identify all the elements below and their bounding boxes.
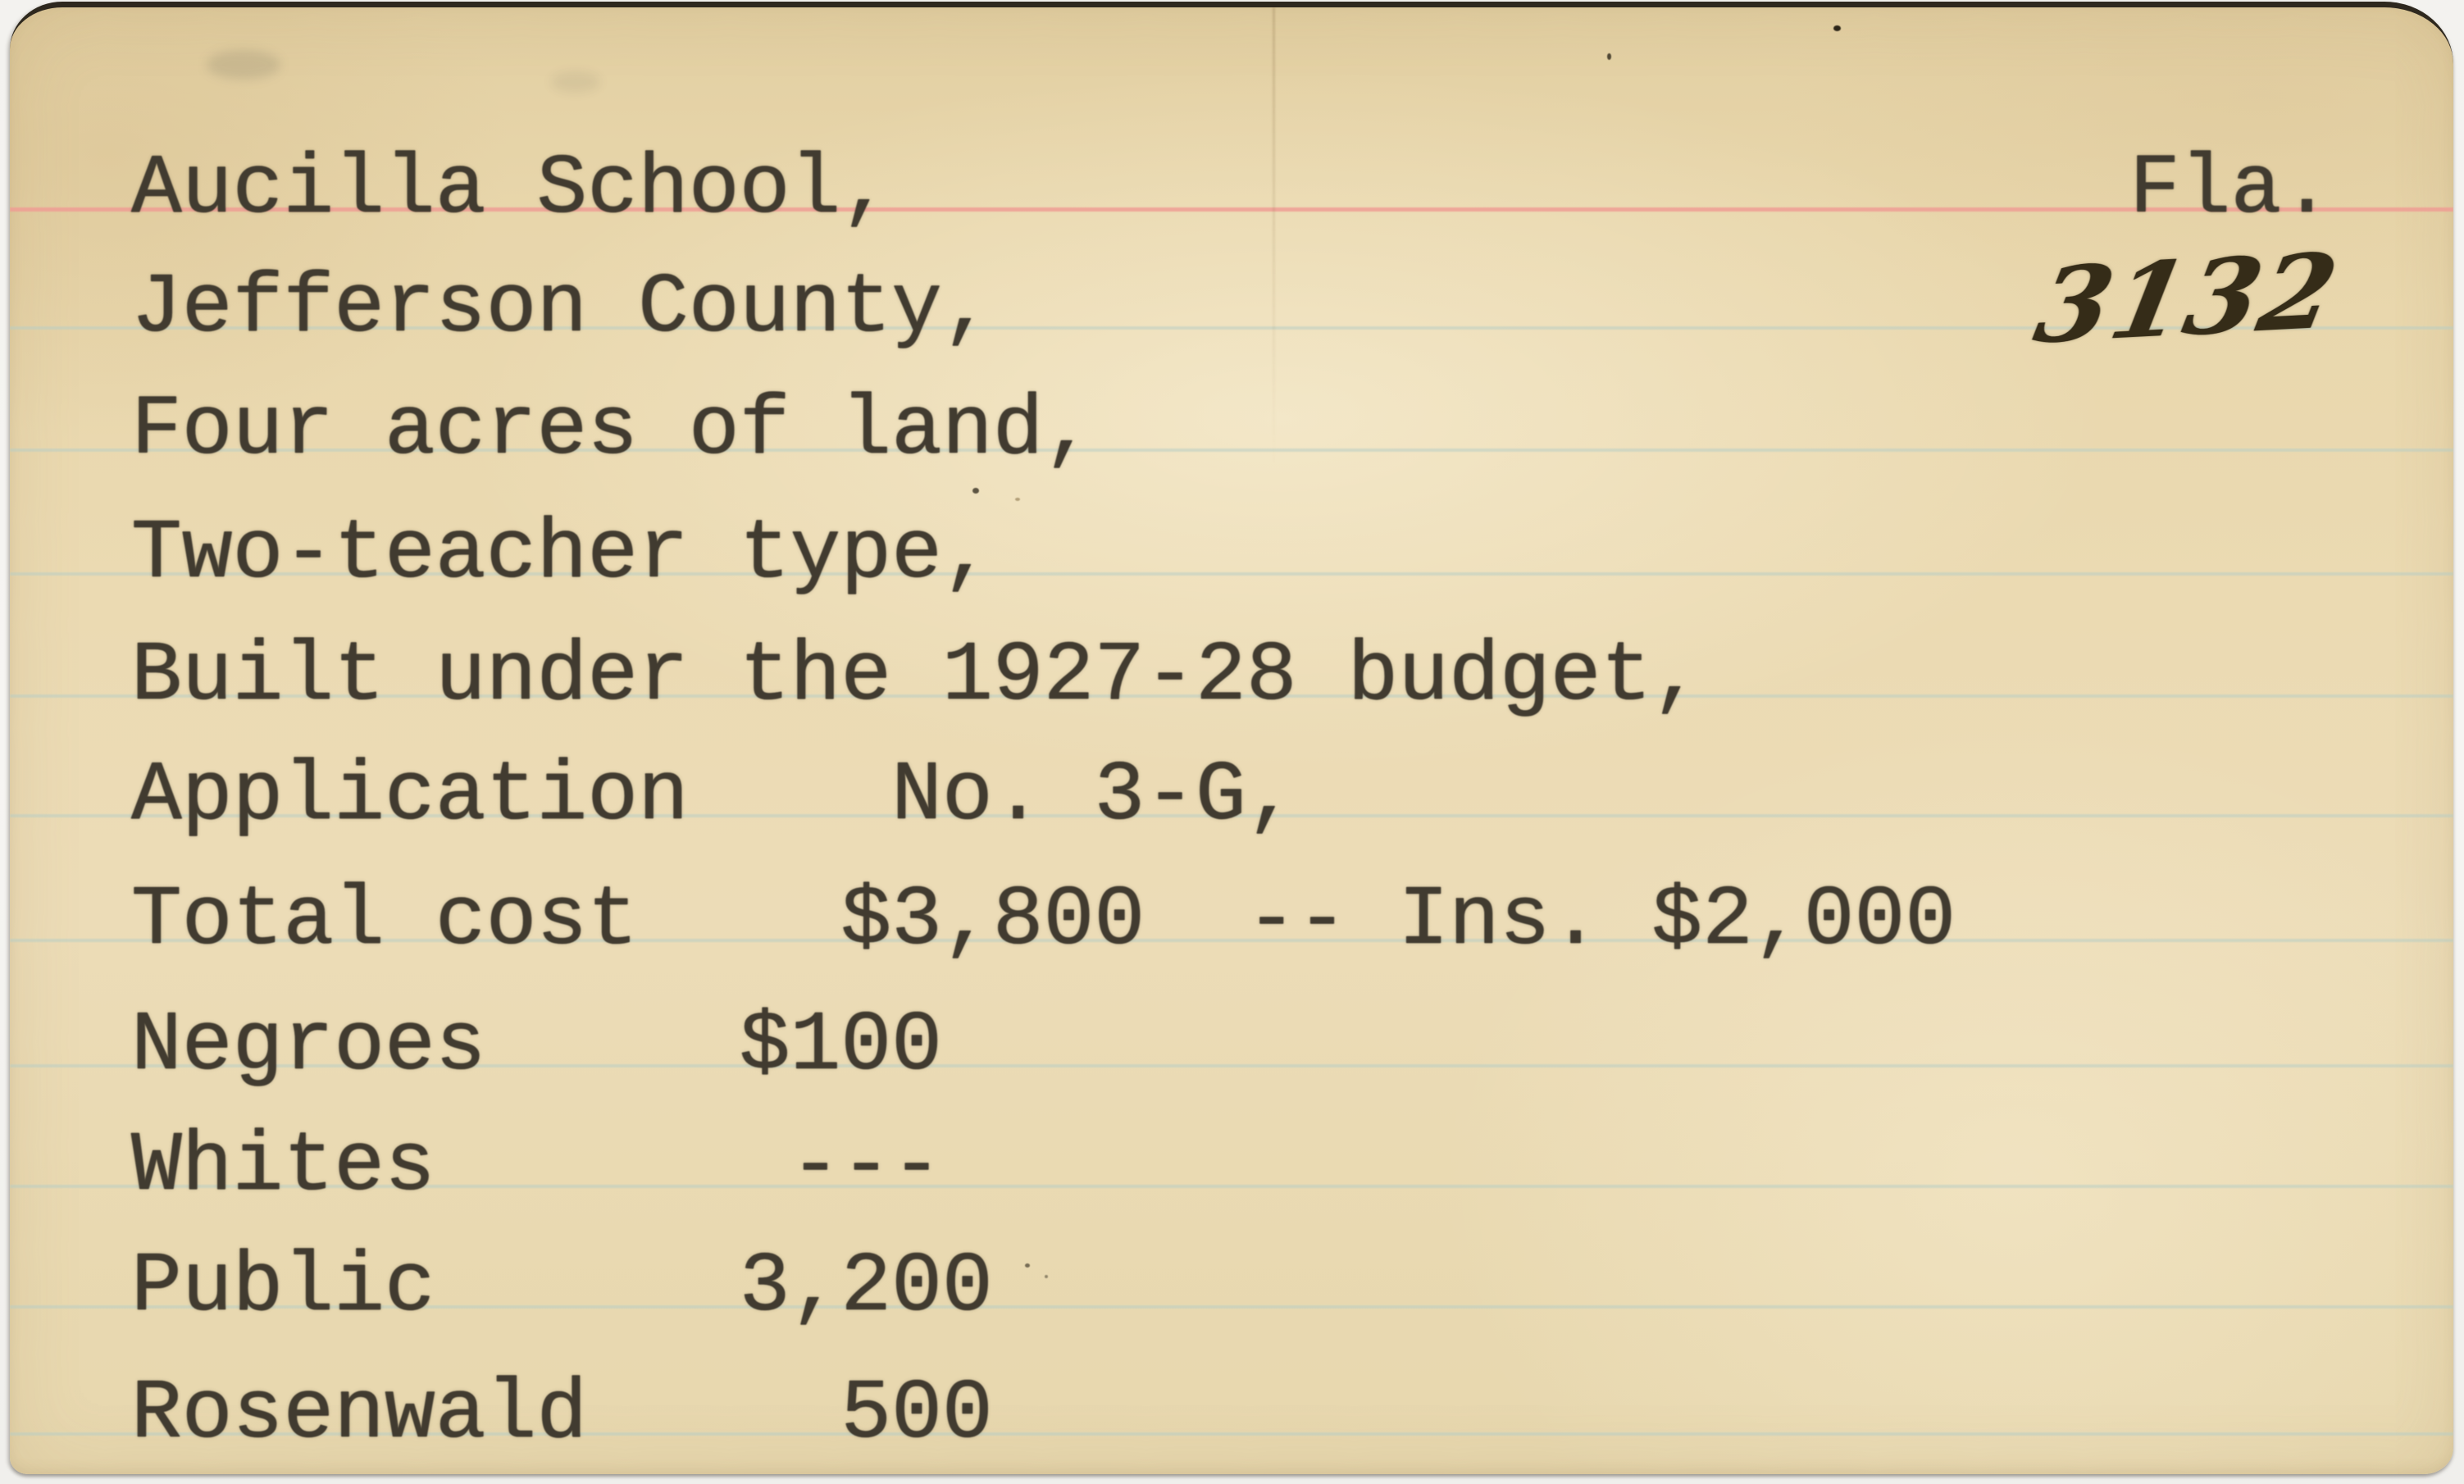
- ink-speck: [1045, 1275, 1048, 1278]
- smudge-mark: [551, 71, 600, 93]
- handwritten-card-number: 3132: [2026, 230, 2348, 367]
- typed-line-school: Aucilla School,: [131, 141, 892, 237]
- typed-line-whites: Whites ---: [131, 1118, 942, 1214]
- typed-line-public: Public 3,200: [131, 1239, 993, 1335]
- typed-line-application: Application No. 3-G,: [131, 748, 1297, 844]
- typed-line-budget: Built under the 1927-28 budget,: [131, 628, 1703, 724]
- state-label: Fla.: [2129, 141, 2333, 237]
- paper-crease: [1273, 7, 1275, 467]
- index-card: [10, 2, 2453, 1474]
- typed-line-county: Jefferson County,: [131, 260, 993, 356]
- typed-line-type: Two-teacher type,: [131, 506, 993, 602]
- ink-speck: [1607, 53, 1611, 60]
- typed-line-land: Four acres of land,: [131, 382, 1095, 478]
- typed-line-negroes: Negroes $100: [131, 998, 942, 1094]
- ink-speck: [1015, 498, 1020, 501]
- ink-speck: [972, 488, 979, 494]
- typed-line-total-cost: Total cost $3,800 -- Ins. $2,000: [131, 872, 1956, 968]
- ink-speck: [1833, 25, 1841, 31]
- smudge-mark: [207, 50, 280, 80]
- ink-speck: [1025, 1263, 1030, 1268]
- typed-line-rosenwald: Rosenwald 500: [131, 1366, 993, 1462]
